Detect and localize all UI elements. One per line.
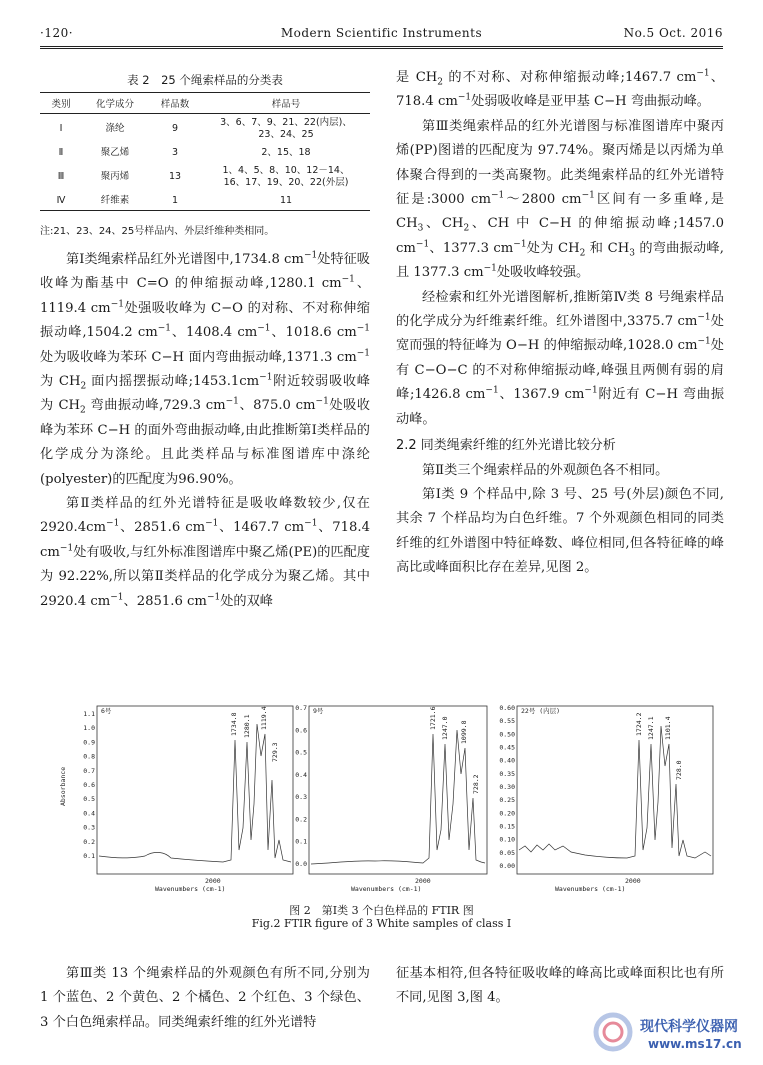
- table-header: 样品号: [202, 93, 370, 114]
- paragraph: 第Ⅲ类绳索样品的红外光谱图与标准图谱库中聚丙烯(PP)图谱的匹配度为 97.74%。聚丙烯是以丙烯为单体聚合得到的一类高聚物。此类绳索样品的红外光谱特征是:3000 $cm^{-1}\sim 2800$ $cm^{-1}$区间有一多重峰,是 $CH_3$、$CH_2$、CH 中 C−H 的伸缩振动峰;1457.0 $cm^{-1}$、1377.3 $cm^{-1}$处为 $CH_2$ 和 $CH_3$ 的弯曲振动峰,且 1377.3 $cm^{-1}$处吸收峰较强。: [396, 118, 725, 281]
- y-tick: 0.1: [295, 837, 307, 846]
- y-tick: 0.6: [83, 781, 95, 789]
- y-tick: 0.9: [83, 738, 95, 747]
- peak-label: 1247.0: [441, 716, 449, 740]
- ftir-panel-22: [499, 704, 713, 893]
- paragraph: 经检索和红外光谱图解析,推断第Ⅳ类 8 号绳索样品的化学成分为纤维素纤维。红外谱图中,3375.7 $cm^{-1}$处宽而强的特征峰为 O−H 的伸缩振动峰,1028.0 $cm^{-1}$处有 C−O−C 的不对称伸缩振动峰,峰强且两侧有弱的肩峰;1426.8 $cm^{-1}$、1367.9 $cm^{-1}$附近有 C−H 弯曲振动峰。: [396, 289, 725, 427]
- y-tick: 0.55: [499, 717, 515, 726]
- panel-label: 9号: [313, 707, 324, 715]
- table-header: 类别: [40, 93, 82, 114]
- journal-issue: No.5 Oct. 2016: [623, 26, 723, 40]
- y-tick: 0.15: [499, 822, 515, 831]
- body-text-left: [40, 248, 370, 614]
- y-tick: 0.50: [499, 730, 515, 739]
- peak-label: 1721.6: [429, 706, 437, 730]
- watermark-url: www.ms17.cn: [648, 1037, 742, 1051]
- table-header: 样品数: [148, 93, 202, 114]
- x-tick: 2000: [415, 877, 431, 885]
- peak-label: 728.0: [675, 760, 683, 780]
- x-axis-label: Wavenumbers (cm-1): [155, 885, 226, 893]
- body-text-right: [396, 66, 724, 581]
- y-tick: 0.7: [83, 766, 95, 775]
- section-heading: 2.2 同类绳索纤维的红外光谱比较分析: [396, 438, 616, 454]
- peak-label: 1101.4: [664, 716, 672, 740]
- y-tick: 0.0: [295, 860, 307, 868]
- ftir-panel-6: [59, 706, 293, 893]
- y-tick: 0.60: [499, 704, 515, 712]
- ftir-panel-9: [295, 704, 487, 893]
- classification-table: [40, 92, 370, 211]
- header-rule: [40, 48, 723, 49]
- y-tick: 0.45: [499, 743, 515, 752]
- y-tick: 0.2: [295, 815, 307, 824]
- body-text-bottom-right: [396, 962, 724, 1011]
- watermark-logo-icon: [593, 1012, 633, 1052]
- paragraph: 是 $CH_2$ 的不对称、对称伸缩振动峰;1467.7 $cm^{-1}$、718.4 $cm^{-1}$处弱吸收峰是亚甲基 C−H 弯曲振动峰。: [396, 68, 724, 110]
- peak-label: 1247.1: [647, 716, 655, 740]
- figure-caption-cn: 图 2 第Ⅰ类 3 个白色样品的 FTIR 图: [289, 904, 474, 917]
- y-tick: 0.7: [295, 704, 307, 712]
- table-row: Ⅰ 涤纶 9 3、6、7、9、21、22(内层)、23、24、25: [59, 117, 352, 140]
- peak-label: 1724.2: [635, 712, 643, 736]
- peak-label: 1119.4: [260, 706, 268, 730]
- peak-label: 1099.8: [460, 720, 468, 744]
- paragraph: 第Ⅱ类三个绳索样品的外观颜色各不相同。: [422, 462, 669, 478]
- paragraph: 第Ⅰ类 9 个样品中,除 3 号、25 号(外层)颜色不同,其余 7 个样品均为白色纤维。7 个外观颜色相同的同类纤维的红外谱图中特征峰数、峰位相同,但各特征峰的峰高比或峰面积比存在差异,见图 2。: [396, 486, 724, 576]
- paragraph: 第Ⅱ类样品的红外光谱特征是吸收峰数较少,仅在 $2920.4cm^{-1}$、2851.6 $cm^{-1}$、1467.7 $cm^{-1}$、718.4 $cm^{-1}$处有吸收,与红外标准图谱库中聚乙烯(PE)的匹配度为 92.22%,所以第Ⅱ类样品的化学成分为聚乙烯。其中 2920.4 $cm^{-1}$、2851.6 $cm^{-1}$处的双峰: [40, 496, 370, 609]
- watermark-name: 现代科学仪器网: [640, 1019, 738, 1035]
- table-caption: 表 2 25 个绳索样品的分类表: [127, 73, 283, 87]
- y-tick: 0.3: [83, 823, 95, 832]
- paragraph: 第Ⅰ类绳索样品红外光谱图中,1734.8 $cm^{-1}$处特征吸收峰为酯基中 C=O 的伸缩振动峰,1280.1 $cm^{-1}$、1119.4 $cm^{-1}$处强吸收峰为 C−O 的对称、不对称伸缩振动峰,1504.2 $cm^{-1}$、1408.4 $cm^{-1}$、1018.6 $cm^{-1}$处为吸收峰为苯环 C−H 面内弯曲振动峰,1371.3 $cm^{-1}$为 $CH_2$ 面内摇摆振动峰$;1453.1cm^{-1}$附近较弱吸收峰为 $CH_2$ 弯曲振动峰,729.3 $cm^{-1}$、875.0 $cm^{-1}$处吸收峰为苯环 C−H 的面外弯曲振动峰,由此推断第Ⅰ类样品的化学成分为涤纶。且此类样品与标准图谱库中涤纶(polyester)的匹配度为96.90%。: [40, 250, 371, 487]
- x-tick: 2000: [205, 877, 221, 885]
- y-tick: 0.5: [295, 748, 307, 757]
- table-note: 注:21、23、24、25号样品内、外层纤维种类相同。: [40, 226, 275, 237]
- y-tick: 0.1: [83, 852, 95, 860]
- ftir-figure: [55, 700, 720, 900]
- peak-label: 1734.8: [230, 712, 238, 736]
- body-text-bottom-left: [40, 962, 370, 1035]
- x-axis-label: Wavenumbers (cm-1): [351, 885, 422, 893]
- y-axis-label: Absorbance: [59, 766, 67, 806]
- peak-label: 728.2: [472, 774, 480, 794]
- panel-label: 6号: [101, 707, 112, 715]
- y-tick: 0.8: [83, 752, 95, 761]
- page-number: ·120·: [40, 26, 74, 40]
- y-tick: 0.40: [499, 756, 515, 765]
- header-rule: [40, 46, 723, 47]
- figure-caption-en: Fig.2 FTIR figure of 3 White samples of class I: [251, 917, 512, 930]
- y-tick: 0.25: [499, 796, 515, 805]
- y-tick: 1.0: [83, 724, 95, 733]
- table-row: Ⅲ 聚丙烯 13 1、4、5、8、10、12－14、16、17、19、20、22(外层): [57, 165, 350, 188]
- y-tick: 0.05: [499, 848, 515, 857]
- y-tick: 1.1: [83, 710, 95, 718]
- table-header: 化学成分: [82, 93, 148, 114]
- x-tick: 2000: [625, 877, 641, 885]
- y-tick: 0.20: [499, 809, 515, 818]
- paragraph: 征基本相符,但各特征吸收峰的峰高比或峰面积比也有所不同,见图 3,图 4。: [396, 966, 724, 1006]
- panel-label: 22号 (内层): [521, 707, 561, 715]
- paragraph: 第Ⅲ类 13 个绳索样品的外观颜色有所不同,分别为 1 个蓝色、2 个黄色、2 个橘色、2 个红色、3 个绿色、3 个白色绳索样品。同类绳索纤维的红外光谱特: [40, 966, 370, 1030]
- y-tick: 0.30: [499, 783, 515, 791]
- table-row: Ⅳ 纤维素 1 11: [40, 192, 370, 211]
- y-tick: 0.00: [499, 862, 515, 870]
- y-tick: 0.4: [83, 809, 95, 818]
- y-tick: 0.10: [499, 835, 515, 844]
- y-tick: 0.4: [295, 770, 307, 779]
- journal-title: Modern Scientific Instruments: [280, 26, 483, 40]
- y-tick: 0.3: [295, 793, 307, 802]
- peak-label: 1280.1: [243, 714, 251, 738]
- table-row: Ⅱ 聚乙烯 3 2、15、18: [58, 147, 311, 158]
- x-axis-label: Wavenumbers (cm-1): [555, 885, 626, 893]
- peak-label: 729.3: [271, 742, 279, 762]
- y-tick: 0.2: [83, 837, 95, 846]
- y-tick: 0.35: [499, 769, 515, 778]
- y-tick: 0.6: [295, 726, 307, 735]
- y-tick: 0.5: [83, 795, 95, 804]
